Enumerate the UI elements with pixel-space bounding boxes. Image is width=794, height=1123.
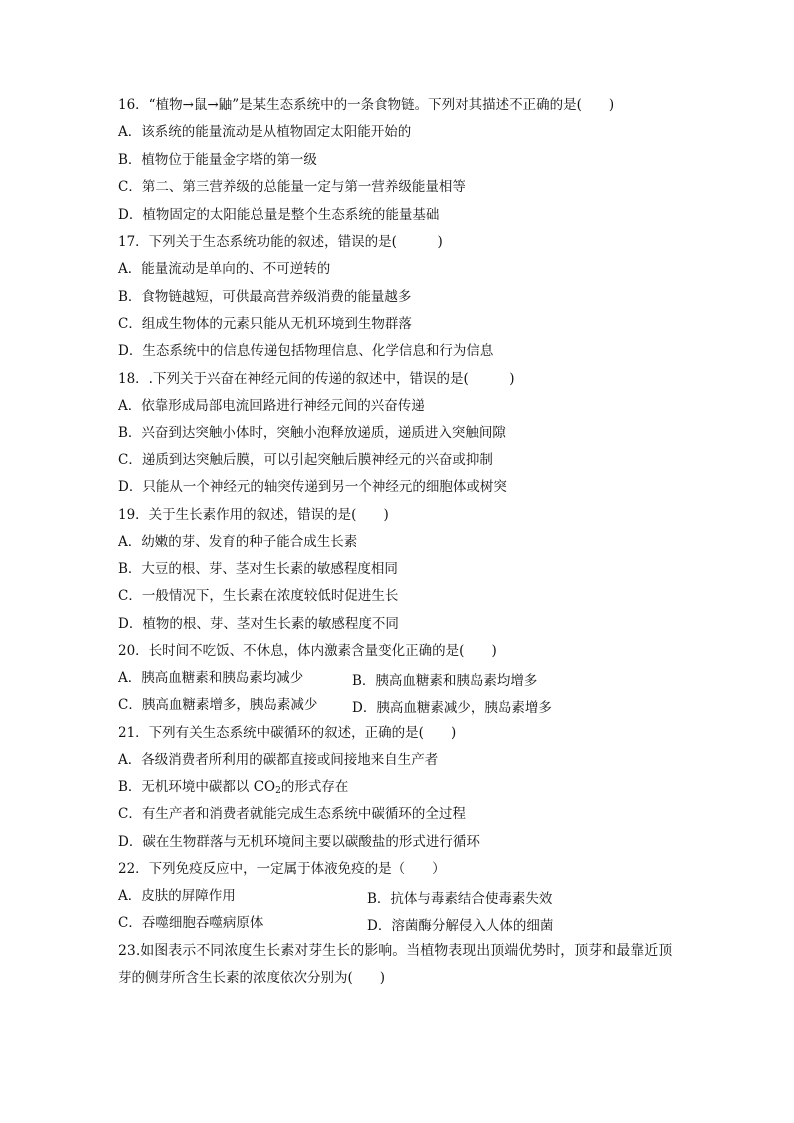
question-20-stem: 20．长时间不吃饭、不休息，体内激素含量变化正确的是( ) — [118, 643, 497, 659]
question-21-option-d: D．碳在生物群落与无机环境间主要以碳酸盐的形式进行循环 — [118, 834, 480, 850]
question-16-option-c: C．第二、第三营养级的总能量一定与第一营养级能量相等 — [118, 179, 466, 195]
question-22-option-d: D．溶菌酶分解侵入人体的细菌 — [367, 918, 554, 934]
question-19-option-b: B．大豆的根、芽、茎对生长素的敏感程度相同 — [118, 561, 398, 577]
question-16-stem: 16．“植物→鼠→鼬”是某生态系统中的一条食物链。下列对其描述不正确的是( ) — [118, 97, 615, 113]
question-16-option-b: B．植物位于能量金字塔的第一级 — [118, 152, 317, 168]
question-17-stem: 17．下列关于生态系统功能的叙述，错误的是( ) — [118, 234, 443, 250]
question-20-option-b: B．胰高血糖素和胰岛素均增多 — [352, 673, 538, 689]
question-22-option-b: B．抗体与毒素结合使毒素失效 — [367, 891, 553, 907]
question-18-option-d: D．只能从一个神经元的轴突传递到另一个神经元的细胞体或树突 — [118, 479, 507, 495]
question-21-option-a: A．各级消费者所利用的碳都直接或间接地来自生产者 — [118, 752, 439, 768]
question-19-stem: 19．关于生长素作用的叙述，错误的是( ) — [118, 507, 389, 523]
question-17-option-b: B．食物链越短，可供最高营养级消费的能量越多 — [118, 289, 412, 305]
question-18-option-b: B．兴奋到达突触小体时，突触小泡释放递质，递质进入突触间隙 — [118, 425, 506, 441]
question-19-option-d: D．植物的根、芽、茎对生长素的敏感程度不同 — [118, 616, 399, 632]
question-16-option-d: D．植物固定的太阳能总量是整个生态系统的能量基础 — [118, 207, 440, 223]
question-18-option-a: A．依靠形成局部电流回路进行神经元间的兴奋传递 — [118, 398, 425, 414]
question-23-stem-line1: 23.如图表示不同浓度生长素对芽生长的影响。当植物表现出顶端优势时，顶芽和最靠近顶 — [118, 943, 673, 959]
question-21-option-b: B．无机环境中碳都以 $CO_2$的形式存在 — [118, 779, 349, 796]
question-18-stem: 18．.下列关于兴奋在神经元间的传递的叙述中，错误的是( ) — [118, 371, 515, 387]
question-22-option-c: C．吞噬细胞吞噬病原体 — [118, 915, 264, 931]
question-21-option-c: C．有生产者和消费者就能完成生态系统中碳循环的全过程 — [118, 806, 466, 822]
question-16-option-a: A．该系统的能量流动是从植物固定太阳能开始的 — [118, 124, 412, 140]
question-17-option-c: C．组成生物体的元素只能从无机环境到生物群落 — [118, 316, 412, 332]
question-17-option-a: A．能量流动是单向的、不可逆转的 — [118, 261, 331, 277]
question-19-option-c: C．一般情况下，生长素在浓度较低时促进生长 — [118, 588, 399, 604]
question-19-option-a: A．幼嫩的芽、发育的种子能合成生长素 — [118, 534, 358, 550]
question-22-option-a: A．皮肤的屏障作用 — [118, 888, 236, 904]
question-21-stem: 21．下列有关生态系统中碳循环的叙述，正确的是( ) — [118, 725, 457, 741]
question-20-option-a: A．胰高血糖素和胰岛素均减少 — [118, 670, 304, 686]
question-22-stem: 22．下列免疫反应中，一定属于体液免疫的是（ ） — [118, 861, 446, 877]
question-20-option-d: D．胰高血糖素减少，胰岛素增多 — [352, 700, 552, 716]
question-20-option-c: C．胰高血糖素增多，胰岛素减少 — [118, 697, 318, 713]
question-18-option-c: C．递质到达突触后膜，可以引起突触后膜神经元的兴奋或抑制 — [118, 452, 493, 468]
question-17-option-d: D．生态系统中的信息传递包括物理信息、化学信息和行为信息 — [118, 343, 494, 359]
question-23-stem-line2: 芽的侧芽所含生长素的浓度依次分别为( ) — [118, 970, 386, 986]
co2-subscript: 2 — [275, 786, 281, 796]
